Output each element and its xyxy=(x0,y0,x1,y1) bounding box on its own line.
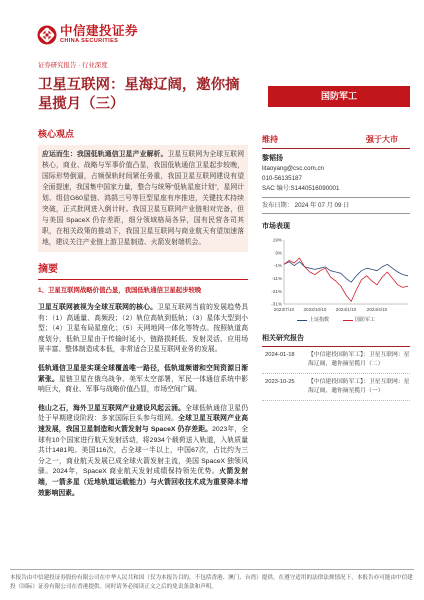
paragraph-emphasis: 火箭发射端，一箭多星（近地轨道运载能力）与火箭回收技术成为重要降本增效影响因素。 xyxy=(38,468,248,497)
abstract-paragraph-3 xyxy=(38,404,248,499)
x-tick-label: 2024/4/10 xyxy=(366,307,388,313)
related-reports-heading: 相关研究报告 xyxy=(262,334,410,347)
y-tick-label: -31% xyxy=(271,301,282,307)
abstract-heading: 摘要 xyxy=(38,264,248,280)
company-logo-text xyxy=(60,25,138,45)
paragraph-text: 卫星互联网当前的发展趋势具有：（1）高通量、高频段；（2）轨位高轨到低轨；（3）星体大型到小型；（4）卫星布局星座化；（5）天网地网一体化等特点。按照轨道高度划分，低轨卫星由于传输时延小，链路损耗低、发射灵活、应用场景丰富、整体制造成本低，非常适合卫星互联网业务的发展。 xyxy=(38,304,249,354)
industry-badge: 国防军工 xyxy=(268,86,410,107)
core-view-body: 卫星互联网为全球互联网核心，商业、战略与军事价值凸显，我国低轨通信卫星起步较晚，国际形势倒逼，占频保轨时间紧任务重，我国卫星互联网建设有望全面提速，我国集中国家力量，整合与统筹“低轨星座计划”，星网计划、组信G60星链、鸿鹄三号等巨型星座有序推进，关键技术持续突破，正式批网进入倒计时。我国卫星互联网产业链相对完备，但与美国 SpaceX 仍存差距，细分领域格局各异，国有民营各司其职，在相关政策的推动下，我国卫星互联网与商业航天有望加速落地，建议关注产业链上游卫星制造、火箭发射端机会。 xyxy=(42,151,245,246)
y-tick-label: -11% xyxy=(271,276,282,282)
core-view-heading: 核心观点 xyxy=(38,129,75,139)
rating-row xyxy=(262,134,410,149)
related-report-date: 2023-10-25 xyxy=(265,379,295,386)
paragraph-emphasis: 全球卫星互联网产业高速发展，我国卫星制造和火箭发射与 SpaceX 仍存差距。 xyxy=(38,415,249,433)
analyst-block xyxy=(262,149,410,198)
legend-label: 上证指数 xyxy=(308,317,329,324)
x-tick-label: 2024/1/10 xyxy=(335,307,357,313)
analyst-name: 黎韬扬 xyxy=(262,155,283,162)
x-tick-label: 2023/7/10 xyxy=(273,307,295,313)
related-report-row xyxy=(262,347,410,374)
y-tick-label: 19% xyxy=(272,237,282,243)
legend-item-defense xyxy=(343,316,375,324)
legend-swatch-defense xyxy=(343,320,353,321)
company-name-cn: 中信建投证券 xyxy=(60,24,139,38)
section-1-title: 1、卫星互联网战略价值凸显，我国低轨通信卫星起步较晚 xyxy=(38,287,202,294)
left-column xyxy=(38,128,248,499)
right-column xyxy=(262,134,410,401)
related-report-title: 【中信建投国防军工】：卫星互联网：星海辽阔，邀你摘星揽月（二） xyxy=(308,352,410,368)
report-title: 卫星互联网：星海辽阔，邀你摘星揽月（三） xyxy=(38,77,240,112)
core-view-lead: 应运而生：我国低轨通信卫星产业解析。 xyxy=(42,151,168,158)
market-chart-svg xyxy=(262,236,410,316)
company-name-en: CHINA SECURITIES xyxy=(60,38,119,44)
publish-date: 发布日期： 2024 年 07 月 09 日 xyxy=(262,198,410,214)
analyst-phone: 010-56135187 xyxy=(262,174,302,182)
rating-action: 维持 xyxy=(262,135,278,144)
analyst-sac-number: SAC 编号:S1440516090001 xyxy=(262,184,340,192)
paragraph-text: 2023年，全球有10个国家进行航天发射活动，将2934个载荷送入轨道，入轨质量共计1481吨。美国116次，占全球一半以上，中国67次，占比约为三分之一，商业航天发展已成全球火箭发射主流，美国 SpaceX 独领风骚。2024年，SpaceX 商业航天发射成绩保持领先优势。 xyxy=(38,425,248,476)
y-tick-label: -21% xyxy=(271,289,282,295)
paragraph-text: 全球低轨通信卫星仍处于早期建设阶段：多家国际巨头参与组网。 xyxy=(38,404,249,423)
legend-label: 国防军工 xyxy=(355,317,376,324)
related-report-date: 2024-01-18 xyxy=(265,352,295,359)
sse-index-line xyxy=(284,262,408,282)
company-logo-icon xyxy=(37,25,57,45)
paragraph-text: 星链卫星在俄乌战争、美军太空部署，军民一体通信系统中影响巨大，商业、军事与战略价值凸显，市场空间广阔。 xyxy=(38,375,249,394)
y-tick-label: 9% xyxy=(275,250,282,256)
legend-swatch-sse xyxy=(297,320,307,321)
paragraph-lead: 他山之石，海外卫星互联网产业建设风起云涌。 xyxy=(38,404,186,412)
footer-disclaimer: 本报告由中信建投证券股份有限公司在中华人民共和国（仅为本报告目的，不包括香港、澳门、台湾）提供。在遵守适用的法律法规情况下，本报告亦可能由中信建投（国际）证券有限公司在香港提供。同时请务必阅读正文之后的免责条款和声明。 xyxy=(10,569,414,591)
related-report-title: 【中信建投国防军工】：卫星互联网：星海辽阔，邀你摘星揽月（一） xyxy=(308,379,410,395)
core-view-box xyxy=(38,145,248,252)
rating-value: 强于大市 xyxy=(366,135,398,144)
y-tick-label: -1% xyxy=(273,263,282,269)
abstract-paragraph-1 xyxy=(38,303,248,356)
market-performance-heading: 市场表现 xyxy=(262,223,290,231)
legend-item-sse xyxy=(297,316,329,324)
company-logo xyxy=(37,25,138,45)
abstract-paragraph-2 xyxy=(38,364,248,396)
paragraph-lead: 低轨通信卫星是实现全球覆盖唯一路径，低轨道频谱和空间资源日渐紧张。 xyxy=(38,364,248,383)
analyst-email: litaoyang@csc.com.cn xyxy=(262,165,324,172)
report-type-label: 证券研究报告 · 行业深度 xyxy=(38,62,108,69)
market-performance-chart xyxy=(262,236,410,324)
chart-legend xyxy=(262,316,410,324)
x-tick-label: 2023/10/10 xyxy=(303,307,327,313)
paragraph-lead: 卫星互联网被视为全球互联网的核心。 xyxy=(38,304,158,311)
related-report-row xyxy=(262,374,410,401)
